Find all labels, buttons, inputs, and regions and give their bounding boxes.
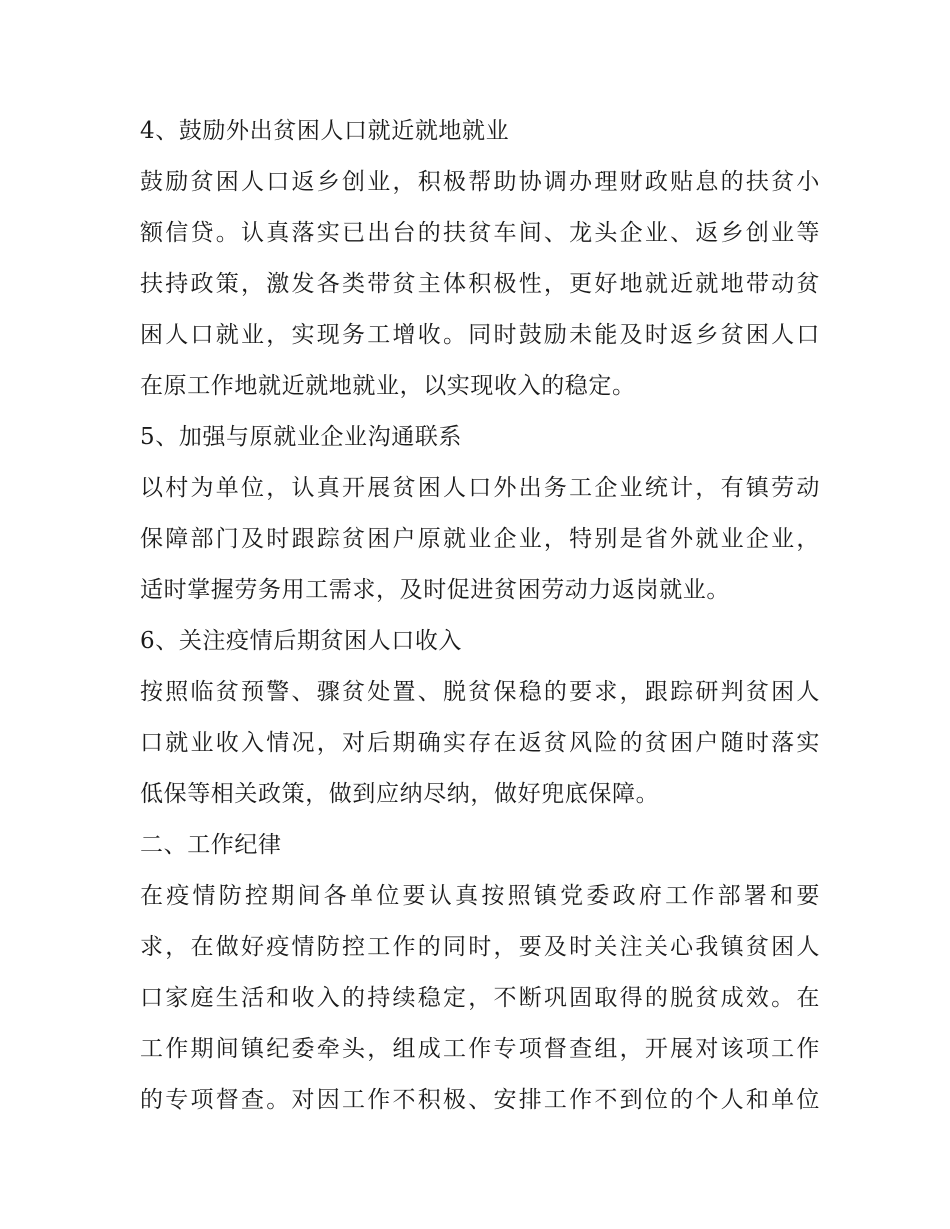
section-heading-work-discipline: 二、工作纪律 xyxy=(140,832,282,858)
paragraph-line: 在原工作地就近就地就业，以实现收入的稳定。 xyxy=(140,373,636,399)
document-body xyxy=(140,106,820,1126)
paragraph-line: 的专项督查。对因工作不积极、安排工作不到位的个人和单位 xyxy=(140,1087,820,1113)
paragraph-line: 保障部门及时跟踪贫困户原就业企业，特别是省外就业企业， xyxy=(140,526,820,552)
section-heading-4: 4、鼓励外出贫困人口就近就地就业 xyxy=(140,118,510,144)
paragraph-line: 适时掌握劳务用工需求，及时促进贫困劳动力返岗就业。 xyxy=(140,577,730,603)
paragraph-line: 扶持政策，激发各类带贫主体积极性，更好地就近就地带动贫 xyxy=(140,271,820,297)
paragraph-line: 以村为单位，认真开展贫困人口外出务工企业统计，有镇劳动 xyxy=(140,475,820,501)
paragraph-line: 工作期间镇纪委牵头，组成工作专项督查组，开展对该项工作 xyxy=(140,1036,820,1062)
section-heading-6: 6、关注疫情后期贫困人口收入 xyxy=(140,628,463,654)
paragraph-line: 口就业收入情况，对后期确实存在返贫风险的贫困户随时落实 xyxy=(140,730,820,756)
paragraph-line: 求，在做好疫情防控工作的同时，要及时关注关心我镇贫困人 xyxy=(140,934,820,960)
paragraph-line: 按照临贫预警、骤贫处置、脱贫保稳的要求，跟踪研判贫困人 xyxy=(140,679,820,705)
paragraph-line: 鼓励贫困人口返乡创业，积极帮助协调办理财政贴息的扶贫小 xyxy=(140,169,820,195)
paragraph-line: 在疫情防控期间各单位要认真按照镇党委政府工作部署和要 xyxy=(140,883,820,909)
section-heading-5: 5、加强与原就业企业沟通联系 xyxy=(140,424,463,450)
paragraph-line: 额信贷。认真落实已出台的扶贫车间、龙头企业、返乡创业等 xyxy=(140,220,820,246)
paragraph-line: 困人口就业，实现务工增收。同时鼓励未能及时返乡贫困人口 xyxy=(140,322,820,348)
paragraph-line: 口家庭生活和收入的持续稳定，不断巩固取得的脱贫成效。在 xyxy=(140,985,820,1011)
paragraph-line: 低保等相关政策，做到应纳尽纳，做好兜底保障。 xyxy=(140,781,660,807)
